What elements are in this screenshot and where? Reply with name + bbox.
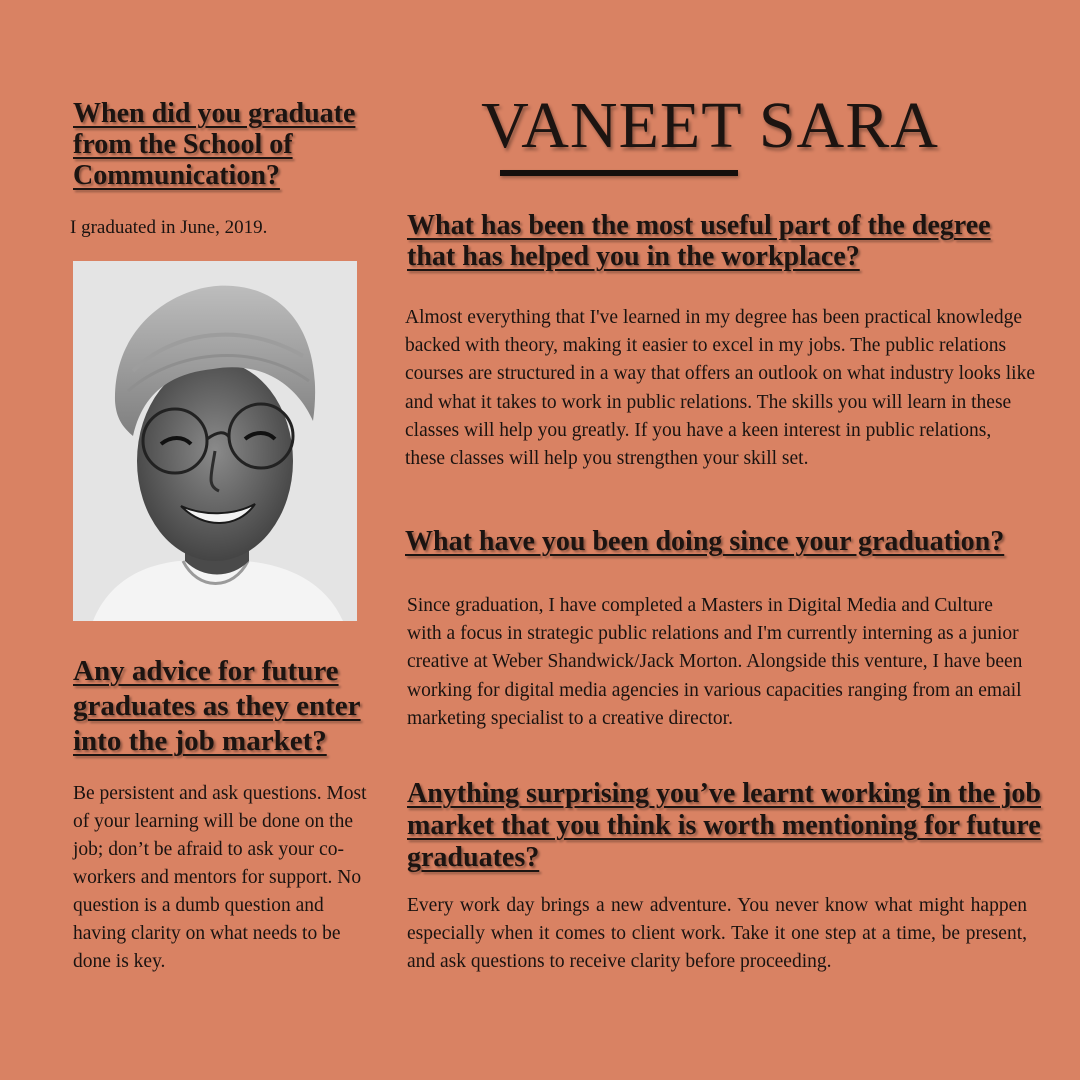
answer-graduation-date: I graduated in June, 2019. [70, 217, 268, 238]
question-since-graduation: What have you been doing since your graduation? [405, 526, 1005, 557]
portrait-illustration [73, 261, 357, 621]
portrait-photo [73, 261, 357, 621]
question-advice: Any advice for future graduates as they enter into the job market? [73, 655, 361, 757]
answer-surprising: Every work day brings a new adventure. You never know what might happen especially when it comes to client work. Take it one step at a time, be present, and ask questions to receive clarity before proceeding. [407, 895, 1027, 973]
question-graduation-date: When did you graduate from the School of Communication? [73, 98, 356, 191]
title-underline-divider [500, 170, 738, 176]
question-surprising: Anything surprising you’ve learnt working in the job market that you think is worth mentioning for future graduates? [407, 778, 1041, 873]
answer-most-useful: Almost everything that I've learned in my degree has been practical knowledge backed with theory, making it easier to excel in my jobs. The public relations courses are structured in a way that offers an outlook on what industry looks like and what it takes to work in public relations. The skills you will learn in these classes will help you greatly. If you have a keen interest in public relations, these classes will help you strengthen your skill set. [405, 307, 1035, 470]
question-most-useful: What has been the most useful part of the degree that has helped you in the workplace? [407, 210, 991, 272]
answer-advice: Be persistent and ask questions. Most of your learning will be done on the job; don’t be afraid to ask your co-workers and mentors for support. No question is a dumb question and having clarity on what needs to be done is key. [73, 783, 367, 972]
page-title: VANEET SARA [481, 89, 939, 162]
answer-since-graduation: Since graduation, I have completed a Masters in Digital Media and Culture with a focus in strategic public relations and I'm currently interning as a junior creative at Weber Shandwick/Jack Morton. Alongside this venture, I have been working for digital media agencies in various capacities ranging from an email marketing specialist to a creative director. [407, 595, 1023, 729]
